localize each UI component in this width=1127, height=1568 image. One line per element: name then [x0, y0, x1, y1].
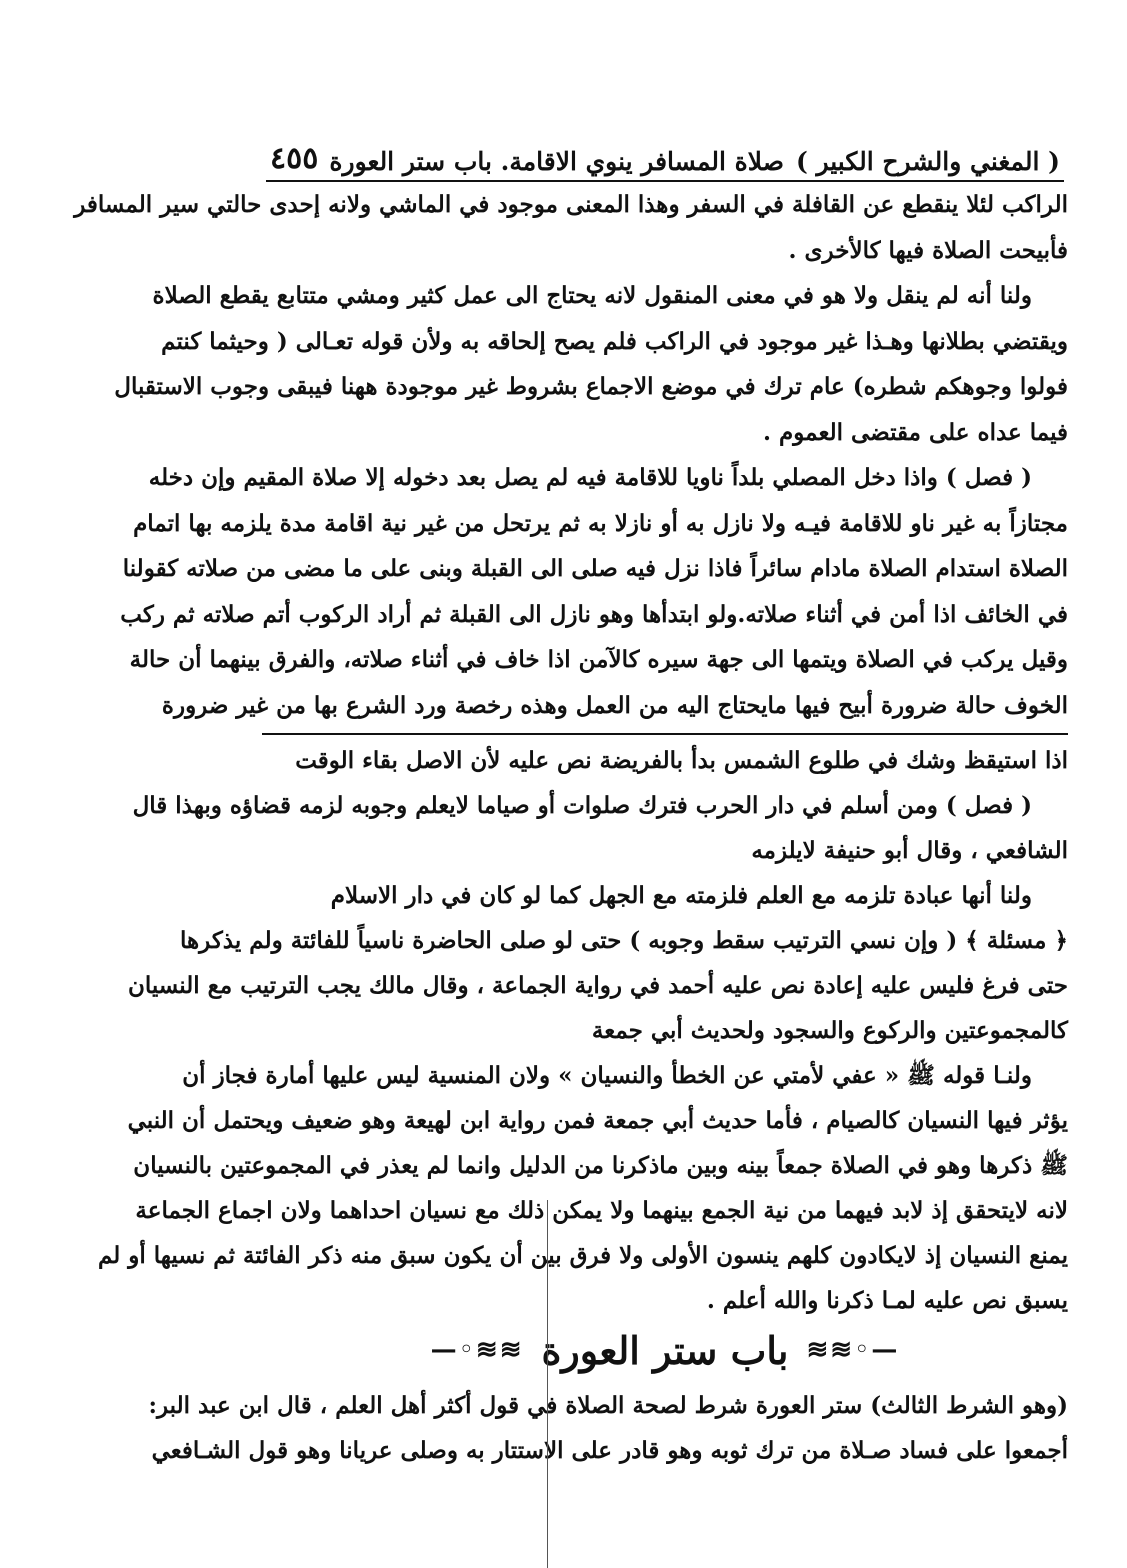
- book-title: ( المغني والشرح الكبير ): [795, 147, 1060, 176]
- page-number: ٤٥٥: [270, 141, 319, 176]
- text-line: الخوف حالة ضرورة أبيح فيها مايحتاج اليه من العمل وهذه رخصة ورد الشرع بها من غير ضرورة: [161, 691, 1068, 719]
- ornament-left: ≋≋◦—: [430, 1335, 524, 1365]
- text-line: ولنا أنها عبادة تلزمه مع العلم فلزمته مع الجهل كما لو كان في دار الاسلام: [330, 882, 1032, 909]
- text-line: ( فصل ) واذا دخل المصلي بلداً ناويا للاقامة فيه لم يصل بعد دخوله إلا صلاة المقيم وإن دخله: [148, 464, 1032, 491]
- text-line: ويقتضي بطلانها وهـذا غير موجود في الراكب فلم يصح إلحاقه به ولأن قوله تعـالى ( وحيثما كنتم: [161, 327, 1068, 355]
- text-line: يسبق نص عليه لمـا ذكرنا والله أعلم .: [706, 1287, 1068, 1314]
- text-line: في الخائف اذا أمن في أثناء صلاته.ولو ابتدأها وهو نازل الى القبلة ثم أراد الركوب أتم صلاته ثم ركب: [120, 600, 1068, 628]
- text-line: كالمجموعتين والركوع والسجود ولحديث أبي جمعة: [591, 1017, 1068, 1044]
- text-line: لانه لايتحقق إذ لابد فيهما من نية الجمع بينهما ولا يمكن ذلك مع نسيان احداهما ولان اجماع الجماعة: [135, 1197, 1068, 1224]
- chapter-text-block: [148, 1383, 1068, 1473]
- text-line: مجتازاً به غير ناو للاقامة فيـه ولا نازل به أو نازلا به ثم يرتحل من غير نية اقامة مدة يلزمه بها اتمام: [133, 509, 1068, 537]
- text-line: ( فصل ) ومن أسلم في دار الحرب فترك صلوات أو صياما لايعلم وجوبه لزمه قضاؤه وبهذا قال: [132, 792, 1032, 819]
- text-line: وقيل يركب في الصلاة ويتمها الى جهة سيره كالآمن اذا خاف في أثناء صلاته، والفرق بينهما أن حالة: [129, 646, 1068, 673]
- text-line: ولنـا قوله ﷺ « عفي لأمتي عن الخطأ والنسيان » ولان المنسية ليس عليها أمارة فجاز أن: [182, 1062, 1032, 1089]
- page-header: [270, 130, 1060, 176]
- upper-text-block: [74, 182, 1068, 728]
- text-line: فيما عداه على مقتضى العموم .: [763, 418, 1068, 446]
- text-line: فأبيحت الصلاة فيها كالأخرى .: [788, 236, 1068, 264]
- section-divider: [262, 733, 1068, 735]
- running-header: [329, 147, 1060, 176]
- text-line: ﴿ مسئلة ﴾ ( وإن نسي الترتيب سقط وجوبه ) حتى لو صلى الحاضرة ناسياً للفائتة ولم يذكرها: [180, 927, 1068, 954]
- text-line: (وهو الشرط الثالث) ستر العورة شرط لصحة الصلاة في قول أكثر أهل العلم ، قال ابن عبد البر:: [148, 1392, 1068, 1419]
- text-line: فولوا وجوهكم شطره) عام ترك في موضع الاجماع بشروط غير موجودة ههنا فيبقى وجوب الاستقبال: [114, 373, 1068, 400]
- text-line: يمنع النسيان إذ لايكادون كلهم ينسون الأولى ولا فرق بين أن يكون سبق منه ذكر الفائتة ثم نسيها أو لم: [97, 1242, 1068, 1269]
- text-line: الصلاة استدام الصلاة مادام سائراً فاذا نزل فيه صلى الى القبلة وبنى على ما مضى من صلاته كقولنا: [122, 555, 1068, 582]
- text-line: أجمعوا على فساد صـلاة من ترك ثوبه وهو قادر على الاستتار به وصلى عريانا وهو قول الشـافعي: [151, 1437, 1068, 1464]
- text-line: الراكب لئلا ينقطع عن القافلة في السفر وهذا المعنى موجود في الماشي ولانه إحدى حالتي سير المسافر: [74, 191, 1068, 218]
- text-line: اذا استيقظ وشك في طلوع الشمس بدأ بالفريضة نص عليه لأن الاصل بقاء الوقت: [295, 747, 1068, 774]
- chapter-heading: [262, 1320, 1068, 1380]
- lower-text-block: [97, 738, 1068, 1323]
- scan-gutter-line: [547, 1200, 548, 1568]
- ornament-right: —◦≋≋: [806, 1335, 900, 1365]
- running-head: صلاة المسافر ينوي الاقامة. باب ستر العورة: [329, 147, 784, 176]
- text-line: يؤثر فيها النسيان كالصيام ، فأما حديث أبي جمعة فمن رواية ابن لهيعة وهو ضعيف ويحتمل أن النبي: [127, 1107, 1068, 1134]
- text-line: الشافعي ، وقال أبو حنيفة لايلزمه: [751, 837, 1068, 864]
- text-line: ﷺ ذكرها وهو في الصلاة جمعاً بينه وبين ماذكرنا من الدليل وانما لم يعذر في المجموعتين بالنسيان: [133, 1152, 1068, 1179]
- text-line: حتى فرغ فليس عليه إعادة نص عليه أحمد في رواية الجماعة ، وقال مالك يجب الترتيب مع النسيان: [127, 972, 1068, 999]
- chapter-title-text: باب ستر العورة: [541, 1327, 789, 1373]
- text-line: ولنا أنه لم ينقل ولا هو في معنى المنقول لانه يحتاج الى عمل كثير ومشي متتابع يقطع الصلاة: [152, 282, 1032, 309]
